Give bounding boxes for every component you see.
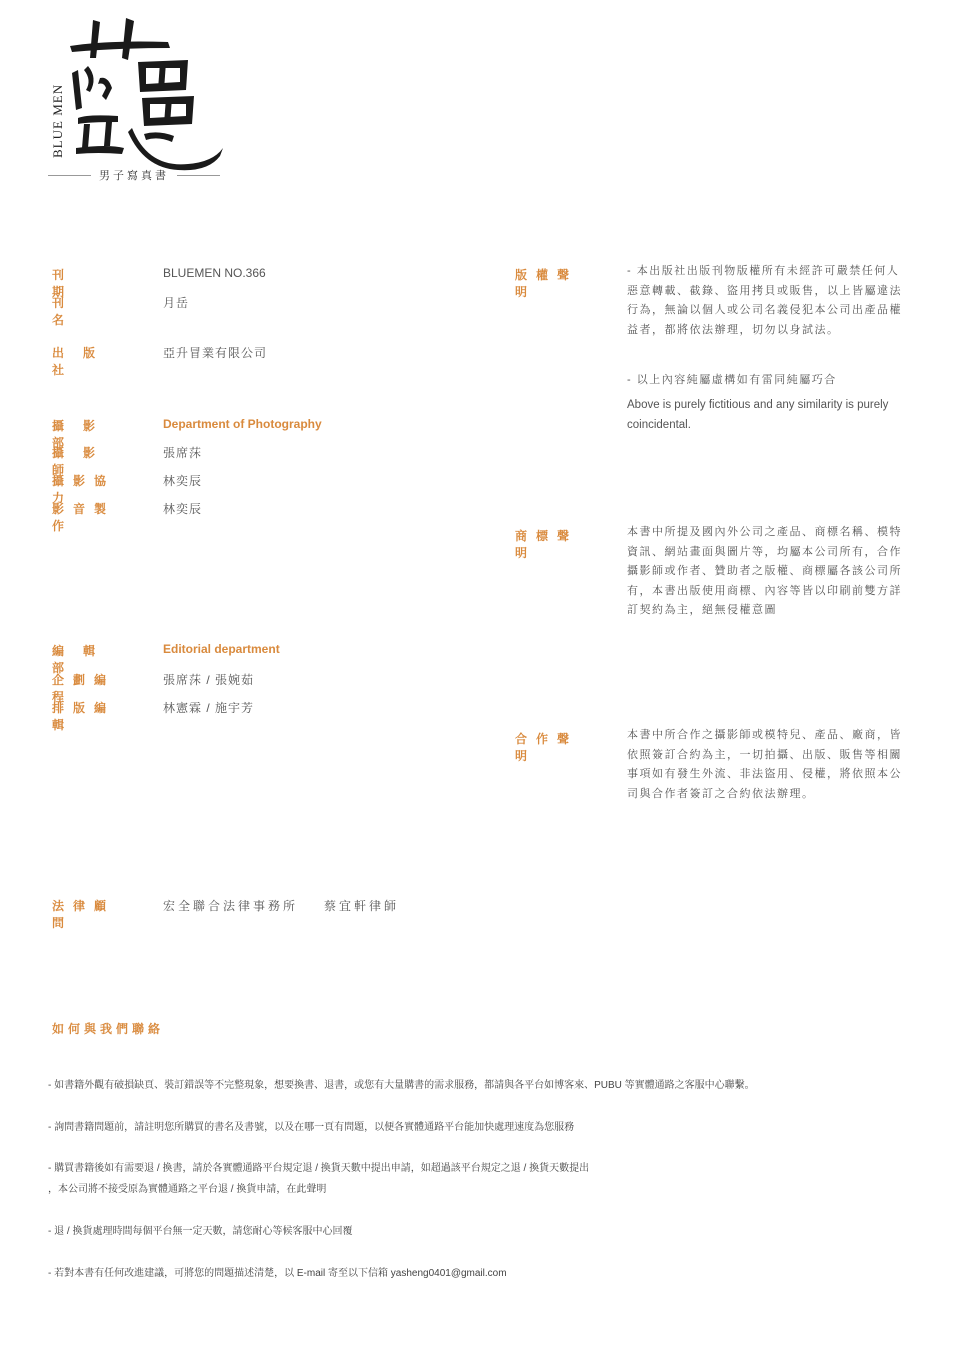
copyright-label-text: 版權聲明 <box>515 268 579 299</box>
contact-note: - 詢問書籍問題前，請註明您所購買的書名及書號，以及在哪一頁有問題，以便各實體通路平台能加快處理速度為您服務 <box>48 1122 575 1133</box>
planning-label-text: 企劃編程 <box>52 673 116 704</box>
photo-assist-value: 林奕辰 <box>163 474 203 488</box>
contact-note: - 購買書籍後如有需要退 / 換書，請於各實體通路平台規定退 / 換貨天數中提出申請，如超過該平台規定之退 / 換貨天數提出 <box>48 1163 590 1174</box>
fiction-notice-en: Above is purely fictitious and any similarity is purely coincidental. <box>627 399 889 431</box>
video-label <box>52 500 132 534</box>
brand-logo-english: BLUE MEN <box>50 83 65 158</box>
photographer-value: 張席莯 <box>163 446 203 460</box>
brand-logo <box>48 18 228 188</box>
layout-label-text: 排版編輯 <box>52 701 116 732</box>
copyright-label <box>515 266 595 300</box>
layout-label <box>52 699 132 733</box>
planning-value: 張席莯 / 張婉茹 <box>163 673 255 687</box>
issue-label-text: 刊期 <box>52 268 115 299</box>
divider <box>177 175 220 176</box>
contact-note: - 如書籍外觀有破損缺頁、裝訂錯誤等不完整現象，想要換書、退書，或您有大量購書的需求服務，都請與各平台如博客來、PUBU 等實體通路之客服中心聯繫。 <box>48 1080 755 1091</box>
contact-note: ，本公司將不接受原為實體通路之平台退 / 換貨申請，在此聲明 <box>48 1184 327 1195</box>
edit-dept-label-text: 編輯部 <box>52 644 115 675</box>
publisher-value: 亞升冒業有限公司 <box>163 346 268 360</box>
contact-note: - 退 / 換貨處理時間每個平台無一定天數，請您耐心等候客服中心回覆 <box>48 1226 353 1237</box>
trademark-label <box>515 527 595 561</box>
publisher-label-text: 出版社 <box>52 346 115 377</box>
legal-value-lawyer: 蔡宜軒律師 <box>324 899 400 913</box>
edit-dept-value: Editorial department <box>163 642 280 656</box>
name-label-text: 刊名 <box>52 296 115 327</box>
photo-dept-label-text: 攝影部 <box>52 419 115 450</box>
issue-value: BLUEMEN NO.366 <box>163 266 266 280</box>
legal-value-firm: 宏全聯合法律事務所 <box>163 899 299 913</box>
copyright-text: - 本出版社出版刊物版權所有未經許可嚴禁任何人惡意轉載、截錄、盜用拷貝或販售，以上皆屬違法行為，無論以個人或公司名義侵犯本公司出產品權益者，都將依法辦理，切勿以身試法。 <box>627 265 902 336</box>
contact-title: 如何與我們聯絡 <box>52 1022 165 1036</box>
trademark-label-text: 商標聲明 <box>515 529 579 560</box>
divider <box>48 175 91 176</box>
name-value: 月岳 <box>163 296 190 310</box>
legal-label <box>52 897 132 931</box>
coop-text: 本書中所合作之攝影師或模特兒、產品、廠商，皆依照簽訂合約為主，一切拍攝、出版、販售等相關事項如有發生外流、非法盜用、侵權，將依照本公司與合作者簽訂之合約依法辦理。 <box>627 729 902 800</box>
name-label <box>52 294 132 328</box>
publisher-label <box>52 344 132 378</box>
trademark-text: 本書中所提及國內外公司之產品、商標名稱、模特資訊、網站畫面與圖片等，均屬本公司所有，合作攝影師或作者、贊助者之版權、商標屬各該公司所有，本書出版使用商標、內容等皆以印刷前雙方詳訂契約為主，絕無侵權意圖 <box>627 526 902 616</box>
coop-label <box>515 730 595 764</box>
brand-subtitle-text: 男子寫真書 <box>99 170 169 182</box>
video-value: 林奕辰 <box>163 502 203 516</box>
legal-label-text: 法律顧問 <box>52 899 116 930</box>
brand-subtitle <box>48 167 220 183</box>
coop-label-text: 合作聲明 <box>515 732 579 763</box>
photographer-label-text: 攝影師 <box>52 446 115 477</box>
layout-value: 林憲霖 / 施宇芳 <box>163 701 255 715</box>
photo-assist-label-text: 攝影協力 <box>52 474 116 505</box>
photo-dept-value: Department of Photography <box>163 417 322 431</box>
fiction-notice-cn: - 以上內容純屬虛構如有雷同純屬巧合 <box>627 374 837 386</box>
video-label-text: 影音製作 <box>52 502 116 533</box>
contact-note: - 若對本書有任何改進建議，可將您的問題描述清楚，以 E-mail 寄至以下信箱 yasheng0401@gmail.com <box>48 1268 507 1279</box>
